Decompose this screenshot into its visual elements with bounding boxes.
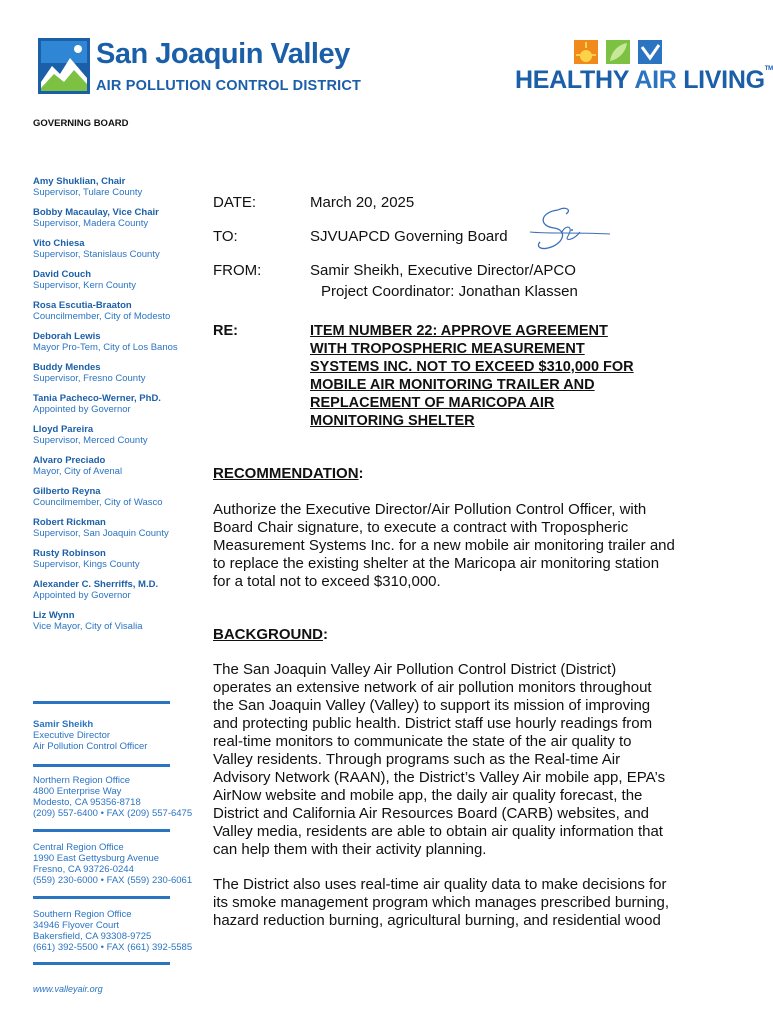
heading-colon: : [358, 465, 364, 482]
sidebar-divider [33, 896, 170, 899]
office-phone: (559) 230-6000 • FAX (559) 230-6061 [33, 875, 193, 886]
board-member [33, 362, 213, 384]
campaign-word-healthy: HEALTHY [515, 66, 629, 94]
office-name: Southern Region Office [33, 909, 132, 920]
executive-title: Executive Director [33, 730, 111, 741]
website-link[interactable]: www.valleyair.org [33, 984, 103, 994]
member-name: Rosa Escutia-Braaton [33, 300, 132, 311]
member-name: Alexander C. Sherriffs, M.D. [33, 579, 159, 590]
board-member [33, 269, 213, 291]
sidebar-divider [33, 764, 170, 767]
subject-line-text: SYSTEMS INC. NOT TO EXCEED $310,000 FOR [310, 359, 634, 375]
board-member [33, 424, 213, 446]
member-role: Supervisor, Fresno County [33, 373, 146, 384]
to-value: SJVUAPCD Governing Board [310, 228, 508, 245]
member-name: David Couch [33, 269, 92, 280]
subject-line [310, 322, 670, 430]
text-line: Valley media, residents are able to obtain air quality information that [213, 823, 663, 840]
subject-line-text: MOBILE AIR MONITORING TRAILER AND [310, 377, 595, 393]
member-name: Tania Pacheco-Werner, PhD. [33, 393, 161, 404]
board-member [33, 393, 213, 415]
board-member [33, 486, 213, 508]
board-member [33, 517, 213, 539]
from-label: FROM: [213, 262, 262, 279]
text-line: District and California Air Resources Board (CARB) websites, and [213, 805, 650, 822]
trademark: TM [764, 66, 773, 72]
text-line: The District also uses real-time air quality data to make decisions for [213, 876, 667, 893]
office-address: 4800 Enterprise Way [33, 786, 122, 797]
sidebar-divider [33, 701, 170, 704]
background-heading-row [213, 626, 328, 644]
member-role: Supervisor, Stanislaus County [33, 249, 160, 260]
member-name: Alvaro Preciado [33, 455, 106, 466]
member-name: Liz Wynn [33, 610, 75, 621]
executive-block [33, 719, 218, 752]
office-city: Bakersfield, CA 93308-9725 [33, 931, 152, 942]
office-city: Fresno, CA 93726-0244 [33, 864, 134, 875]
text-line: can help them with their activity planning. [213, 841, 487, 858]
background-heading: BACKGROUND [213, 626, 323, 643]
board-member [33, 331, 213, 353]
subject-line-text: MONITORING SHELTER [310, 413, 475, 429]
board-member-list [33, 176, 213, 641]
board-member [33, 207, 213, 229]
member-role: Supervisor, Kern County [33, 280, 136, 291]
member-name: Buddy Mendes [33, 362, 101, 373]
member-role: Supervisor, Madera County [33, 218, 149, 229]
member-name: Bobby Macaulay, Vice Chair [33, 207, 159, 218]
campaign-name [515, 66, 773, 95]
member-role: Vice Mayor, City of Visalia [33, 621, 143, 632]
text-line: and protecting public health. District staff use hourly readings from [213, 715, 653, 732]
board-member [33, 610, 213, 632]
member-name: Lloyd Pareira [33, 424, 94, 435]
sidebar-divider [33, 962, 170, 965]
valley-mountain-icon [38, 38, 90, 94]
office-name: Northern Region Office [33, 775, 130, 786]
text-line: Advisory Network (RAAN), the District’s Valley Air mobile app, EPA’s [213, 769, 666, 786]
office-phone: (209) 557-6400 • FAX (209) 557-6475 [33, 808, 193, 819]
campaign-word-living: LIVING [683, 66, 765, 94]
member-name: Robert Rickman [33, 517, 106, 528]
recommendation-heading: RECOMMENDATION [213, 465, 359, 482]
executive-name: Samir Sheikh [33, 719, 94, 730]
board-member [33, 238, 213, 260]
from-value: Samir Sheikh, Executive Director/APCO [310, 262, 576, 279]
board-member [33, 455, 213, 477]
member-name: Gilberto Reyna [33, 486, 101, 497]
subject-line-text: REPLACEMENT OF MARICOPA AIR [310, 395, 555, 411]
leaf-icon [606, 40, 630, 64]
campaign-icons [572, 38, 672, 66]
member-name: Vito Chiesa [33, 238, 85, 249]
member-role: Appointed by Governor [33, 590, 131, 601]
campaign-word-air: AIR [634, 66, 677, 94]
subject-line-text: WITH TROPOSPHERIC MEASUREMENT [310, 341, 585, 357]
office-northern [33, 775, 218, 819]
board-member [33, 176, 213, 198]
office-southern [33, 909, 218, 953]
member-name: Rusty Robinson [33, 548, 106, 559]
office-address: 34946 Flyover Court [33, 920, 120, 931]
text-line: its smoke management program which manages prescribed burning, [213, 894, 670, 911]
heading-colon: : [323, 626, 328, 643]
board-member [33, 579, 213, 601]
office-central [33, 842, 218, 886]
text-line: for a total not to exceed $310,000. [213, 573, 441, 590]
member-role: Mayor, City of Avenal [33, 466, 123, 477]
background-paragraph-1 [213, 661, 688, 859]
district-name: San Joaquin Valley [96, 38, 350, 70]
sidebar-divider [33, 829, 170, 832]
office-name: Central Region Office [33, 842, 124, 853]
text-line: hazard reduction burning, agricultural burning, and residential wood [213, 912, 661, 929]
text-line: The San Joaquin Valley Air Pollution Control District (District) [213, 661, 617, 678]
re-label: RE: [213, 323, 238, 339]
member-name: Deborah Lewis [33, 331, 101, 342]
member-role: Supervisor, Kings County [33, 559, 140, 570]
district-subtitle: AIR POLLUTION CONTROL DISTRICT [96, 78, 362, 94]
check-icon [638, 40, 662, 64]
sun-icon [574, 40, 598, 64]
signature-icon [510, 202, 622, 260]
healthy-air-living-logo [512, 38, 773, 98]
office-address: 1990 East Gettysburg Avenue [33, 853, 160, 864]
member-role: Supervisor, San Joaquin County [33, 528, 169, 539]
member-role: Mayor Pro-Tem, City of Los Banos [33, 342, 178, 353]
text-line: operates an extensive network of air pollution monitors throughout [213, 679, 652, 696]
office-phone: (661) 392-5500 • FAX (661) 392-5585 [33, 942, 193, 953]
office-city: Modesto, CA 95356-8718 [33, 797, 141, 808]
recommendation-heading-row [213, 465, 364, 483]
member-role: Councilmember, City of Modesto [33, 311, 171, 322]
member-name: Amy Shuklian, Chair [33, 176, 126, 187]
text-line: Valley residents. Through programs such as the Real-time Air [213, 751, 621, 768]
date-value: March 20, 2025 [310, 194, 415, 211]
member-role: Appointed by Governor [33, 404, 131, 415]
text-line: Board Chair signature, to execute a contract with Tropospheric [213, 519, 629, 536]
project-coordinator: Project Coordinator: Jonathan Klassen [321, 283, 578, 300]
text-line: Authorize the Executive Director/Air Pollution Control Officer, with [213, 501, 647, 518]
text-line: AirNow website and mobile app, the daily air quality forecast, the [213, 787, 643, 804]
background-paragraph-2 [213, 876, 688, 930]
executive-title-2: Air Pollution Control Officer [33, 741, 148, 752]
text-line: the San Joaquin Valley (Valley) to support its mission of improving [213, 697, 651, 714]
board-member [33, 300, 213, 322]
member-role: Supervisor, Merced County [33, 435, 148, 446]
text-line: real-time monitors to communicate the state of the air quality to [213, 733, 632, 750]
text-line: Measurement Systems Inc. for a new mobile air monitoring trailer and [213, 537, 675, 554]
date-label: DATE: [213, 194, 257, 211]
board-member [33, 548, 213, 570]
to-label: TO: [213, 228, 238, 245]
text-line: to replace the existing shelter at the Maricopa air monitoring station [213, 555, 660, 572]
member-role: Supervisor, Tulare County [33, 187, 143, 198]
recommendation-text [213, 501, 688, 591]
subject-line-text: ITEM NUMBER 22: APPROVE AGREEMENT [310, 323, 608, 339]
governing-board-heading: GOVERNING BOARD [33, 118, 129, 129]
district-logo [38, 38, 362, 98]
member-role: Councilmember, City of Wasco [33, 497, 163, 508]
